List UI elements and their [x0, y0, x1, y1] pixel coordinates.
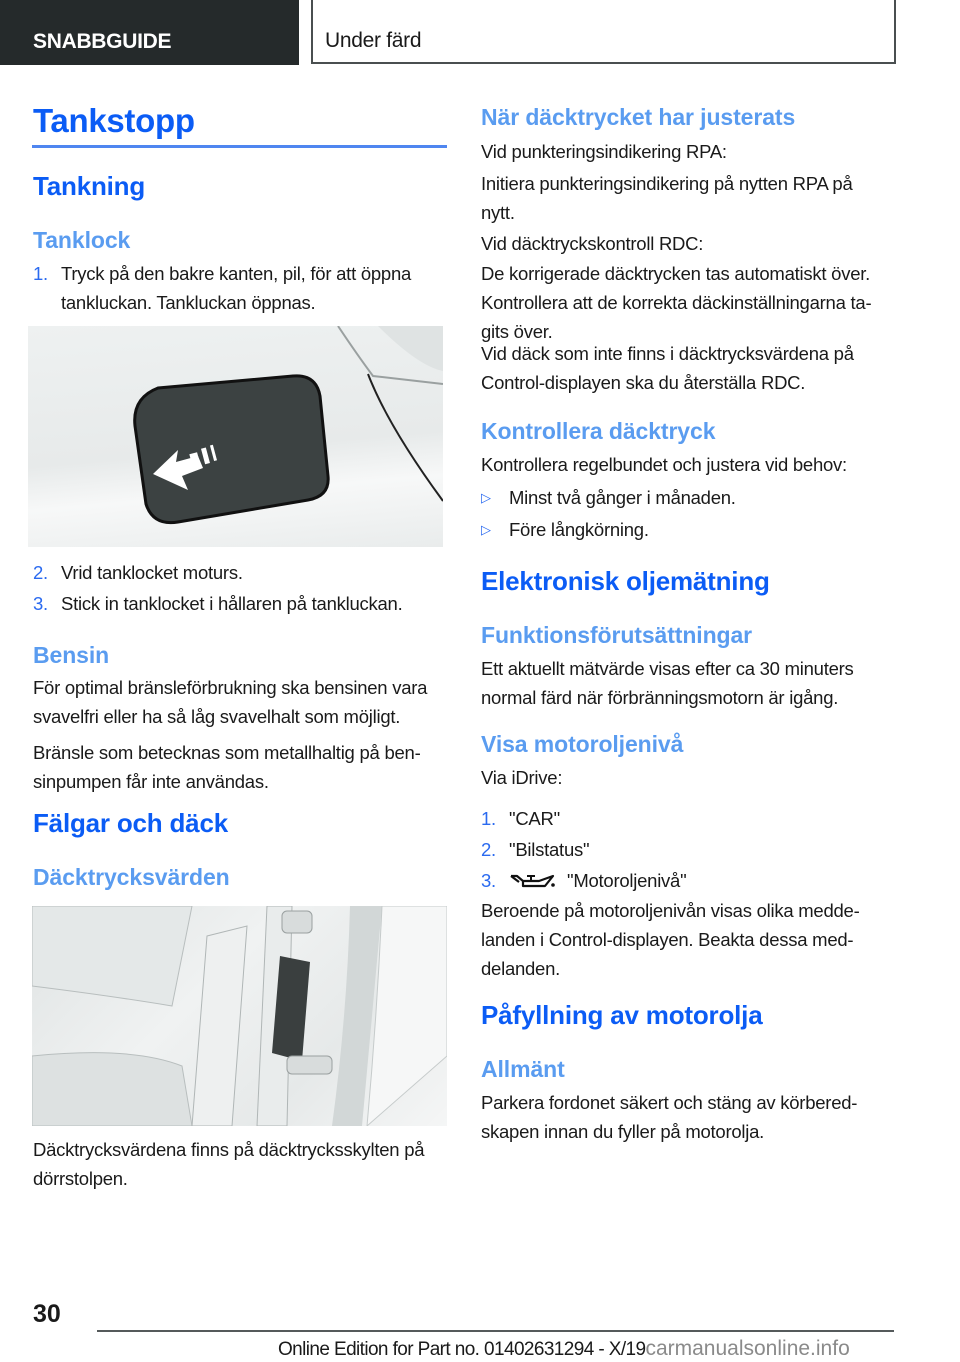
heading-nar-dacktrycket: När däcktrycket har justerats — [481, 104, 796, 130]
bullet-item: ▷ Före långkörning. — [481, 515, 649, 544]
fuel-flap-image — [28, 326, 443, 547]
heading-allmant: Allmänt — [481, 1056, 565, 1082]
paragraph: För optimal bränsleförbrukning ska bensinen vara svavelfri eller ha så låg svavelhalt som möjligt. — [33, 677, 428, 727]
paragraph: Vid däck som inte finns i däcktrycksvärdena på Control-displayen ska du återställa RDC. — [481, 343, 854, 393]
triangle-bullet-icon: ▷ — [481, 490, 491, 505]
bullet-item: ▷ Minst två gånger i månaden. — [481, 483, 736, 512]
heading-pafyllning: Påfyllning av motorolja — [481, 1000, 763, 1030]
heading-bensin: Bensin — [33, 642, 110, 668]
image-caption: Däcktrycksvärdena finns på däcktrycksskylten på dörrstolpen. — [33, 1139, 425, 1189]
list-number: 1. — [481, 808, 496, 829]
list-number: 3. — [33, 593, 48, 614]
section-tab — [0, 0, 299, 65]
watermark-link[interactable]: carmanualsonline.info — [645, 1337, 850, 1360]
heading-tanklock: Tanklock — [33, 227, 131, 253]
paragraph: Via iDrive: — [481, 767, 563, 788]
paragraph: Vid punkteringsindikering RPA: — [481, 141, 727, 162]
list-item: 3. "Motoroljenivå" — [481, 866, 686, 898]
list-item: 3. Stick in tanklocket i hållaren på tankluckan. — [33, 589, 402, 618]
heading-elektronisk: Elektronisk oljemätning — [481, 566, 770, 596]
chapter-title: Under färd — [325, 29, 422, 52]
section-title: SNABBGUIDE — [33, 30, 172, 53]
list-item: 2. "Bilstatus" — [481, 835, 589, 864]
list-number: 3. — [481, 870, 496, 891]
paragraph: Kontrollera regelbundet och justera vid behov: — [481, 454, 847, 475]
page-number: 30 — [33, 1300, 61, 1328]
paragraph: Vid däcktryckskontroll RDC: — [481, 233, 704, 254]
oil-can-icon — [509, 869, 567, 898]
list-number: 2. — [481, 839, 496, 860]
heading-kontrollera: Kontrollera däcktryck — [481, 418, 716, 444]
heading-tankstopp: Tankstopp — [33, 102, 195, 139]
fuel-flap-illustration-icon — [28, 326, 443, 547]
door-pillar-image — [32, 906, 447, 1126]
heading-funktion: Funktionsförutsättningar — [481, 622, 753, 648]
triangle-bullet-icon: ▷ — [481, 522, 491, 537]
list-number: 2. — [33, 562, 48, 583]
paragraph: Bränsle som betecknas som metallhaltig på ben- sinpumpen får inte användas. — [33, 742, 421, 792]
footer-rule — [97, 1330, 894, 1332]
list-item: 1. "CAR" — [481, 804, 560, 833]
paragraph: Ett aktuellt mätvärde visas efter ca 30 minuters normal färd när förbränningsmotorn är igång. — [481, 658, 854, 708]
list-number: 1. — [33, 263, 48, 284]
list-item: 2. Vrid tanklocket moturs. — [33, 558, 243, 587]
paragraph: Parkera fordonet säkert och stäng av körbered- skapen innan du fyller på motorolja. — [481, 1092, 858, 1142]
paragraph: Beroende på motoroljenivån visas olika medde- landen i Control-displayen. Beakta dessa med- delanden. — [481, 900, 860, 979]
paragraph: De korrigerade däcktrycken tas automatiskt över. Kontrollera att de korrekta däckinställningarna ta- gits över. — [481, 263, 872, 342]
heading-visa: Visa motoroljenivå — [481, 731, 684, 757]
heading-tankning: Tankning — [33, 171, 146, 201]
heading-falgar: Fälgar och däck — [33, 808, 228, 838]
chapter-tab — [311, 0, 896, 64]
title-rule — [32, 145, 447, 148]
list-item: 1. Tryck på den bakre kanten, pil, för att öppna tankluckan. Tankluckan öppnas. — [33, 259, 411, 317]
paragraph: Initiera punkteringsindikering på nytten RPA på nytt. — [481, 173, 853, 223]
footer-edition: Online Edition for Part no. 01402631294 - X/19carmanualsonline.info — [278, 1337, 850, 1360]
door-pillar-illustration-icon — [32, 906, 447, 1126]
heading-dacktrycksvarden: Däcktrycksvärden — [33, 864, 230, 890]
